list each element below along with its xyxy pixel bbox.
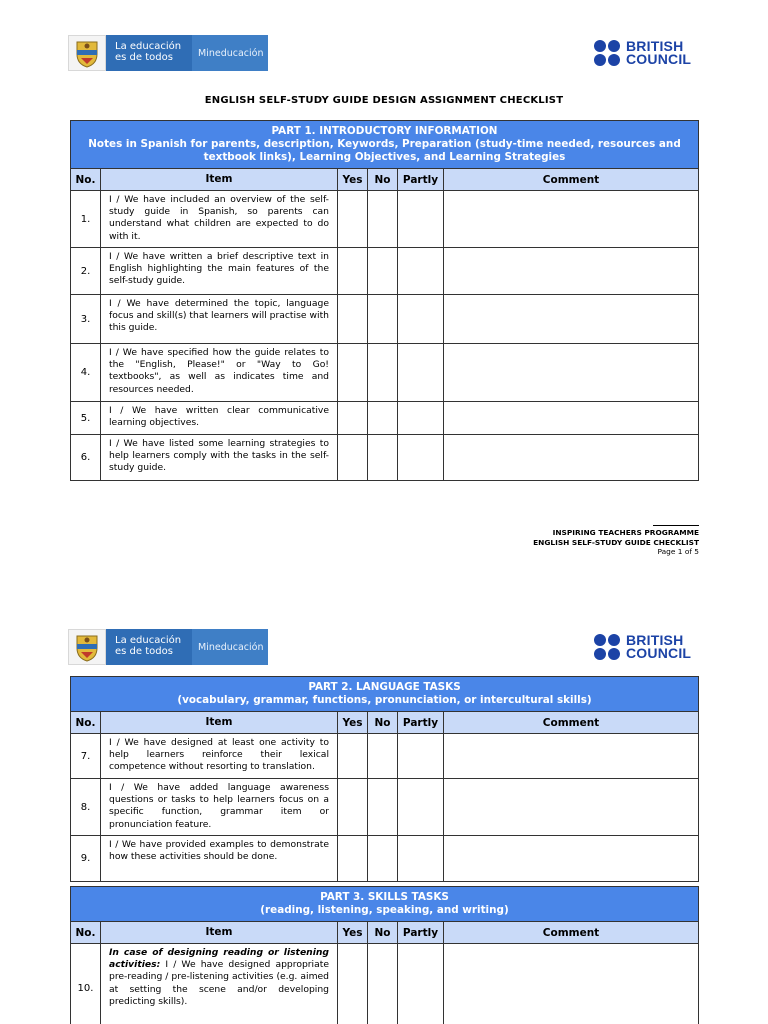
no-cell[interactable] <box>368 191 398 247</box>
yes-cell[interactable] <box>338 836 368 881</box>
ministry-slogan <box>106 629 192 665</box>
row-number: 1. <box>71 191 101 247</box>
footer-rule <box>653 525 699 526</box>
part2-column-headers <box>70 712 699 734</box>
row-number: 6. <box>71 435 101 480</box>
row-item: I / We have written a brief descriptive text in English highlighting the main features of the self-study guide. <box>101 248 338 294</box>
table-row <box>70 435 699 481</box>
col-partly: Partly <box>398 922 444 943</box>
col-no: No. <box>71 169 101 190</box>
col-item: Item <box>101 169 338 190</box>
part3-column-headers <box>70 922 699 944</box>
no-cell[interactable] <box>368 944 398 1024</box>
col-no-answer: No <box>368 169 398 190</box>
no-cell[interactable] <box>368 344 398 401</box>
ministry-brand: Mineducación <box>192 629 268 665</box>
partly-cell[interactable] <box>398 295 444 343</box>
colombia-crest-icon <box>68 629 106 665</box>
col-comment: Comment <box>542 716 600 729</box>
row-item: I / We have specified how the guide relates to the "English, Please!" or "Way to Go! textbooks", as well as indicates time and resources needed. <box>101 344 338 401</box>
comment-cell[interactable] <box>444 435 698 480</box>
no-cell[interactable] <box>368 779 398 835</box>
partly-cell[interactable] <box>398 944 444 1024</box>
part3-header <box>70 886 699 922</box>
col-item: Item <box>101 712 338 733</box>
row-item: I / We have added language awareness questions or tasks to help learners focus on a specific function, grammar item or pronunciation feature. <box>101 779 338 835</box>
british-council-wordmark <box>626 40 691 66</box>
part2-title: PART 2. LANGUAGE TASKS <box>308 681 461 693</box>
mineducacion-logo <box>68 629 268 665</box>
part2-subtitle: (vocabulary, grammar, functions, pronunciation, or intercultural skills) <box>177 694 592 706</box>
table-row <box>70 779 699 836</box>
bc-line-2: COUNCIL <box>626 51 692 67</box>
yes-cell[interactable] <box>338 344 368 401</box>
row-item: I / We have listed some learning strategies to help learners comply with the tasks in the self-study guide. <box>101 435 338 480</box>
footer-checklist: ENGLISH SELF-STUDY GUIDE CHECKLIST <box>533 537 699 547</box>
british-council-logo <box>594 38 704 68</box>
col-partly: Partly <box>398 712 444 733</box>
part1-header <box>70 120 699 169</box>
row-number: 5. <box>71 402 101 434</box>
yes-cell[interactable] <box>338 779 368 835</box>
table-row <box>70 248 699 295</box>
part3-table <box>70 886 699 1024</box>
table-row <box>70 944 699 1024</box>
col-yes: Yes <box>338 922 368 943</box>
row-item <box>101 944 338 1024</box>
row-number: 9. <box>71 836 101 881</box>
british-council-dots-icon <box>594 634 622 660</box>
row-number: 2. <box>71 248 101 294</box>
table-row <box>70 734 699 779</box>
yes-cell[interactable] <box>338 435 368 480</box>
table-row <box>70 402 699 435</box>
col-no: No. <box>71 922 101 943</box>
col-partly: Partly <box>398 169 444 190</box>
no-cell[interactable] <box>368 295 398 343</box>
no-cell[interactable] <box>368 734 398 778</box>
table-row <box>70 191 699 248</box>
row-item-text: I / We have designed appropriate pre-reading / pre-listening activities (e.g. aimed at setting the scene and/or developing predicting skills). <box>109 959 329 1007</box>
mineducacion-logo <box>68 35 268 71</box>
yes-cell[interactable] <box>338 734 368 778</box>
slogan-line-2: es de todos <box>115 52 173 63</box>
col-no-answer: No <box>368 712 398 733</box>
page-footer <box>533 525 699 557</box>
page-2 <box>0 580 768 1024</box>
table-row <box>70 295 699 344</box>
row-number: 7. <box>71 734 101 778</box>
comment-cell[interactable] <box>444 344 698 401</box>
row-item: I / We have included an overview of the self-study guide in Spanish, so parents can understand what children are expected to do with it. <box>101 191 338 247</box>
row-number: 10. <box>71 944 101 1024</box>
document-title: ENGLISH SELF-STUDY GUIDE DESIGN ASSIGNMENT CHECKLIST <box>204 95 564 106</box>
ministry-brand: Mineducación <box>192 35 268 71</box>
col-item: Item <box>101 922 338 943</box>
row-item: I / We have provided examples to demonstrate how these activities should be done. <box>101 836 338 881</box>
comment-cell[interactable] <box>444 191 698 247</box>
yes-cell[interactable] <box>338 295 368 343</box>
slogan-line-2: es de todos <box>115 646 173 657</box>
part2-header <box>70 676 699 712</box>
col-no-answer: No <box>368 922 398 943</box>
yes-cell[interactable] <box>338 191 368 247</box>
no-cell[interactable] <box>368 836 398 881</box>
partly-cell[interactable] <box>398 248 444 294</box>
comment-cell[interactable] <box>444 944 698 1024</box>
colombia-crest-icon <box>68 35 106 71</box>
slogan-line-1: La educación <box>115 635 182 646</box>
slogan-line-1: La educación <box>115 41 182 52</box>
comment-cell[interactable] <box>444 248 698 294</box>
footer-page-number: Page 1 of 5 <box>657 547 699 556</box>
col-yes: Yes <box>338 712 368 733</box>
yes-cell[interactable] <box>338 248 368 294</box>
part1-table <box>70 120 699 481</box>
partly-cell[interactable] <box>398 344 444 401</box>
table-row <box>70 344 699 402</box>
bc-line-2: COUNCIL <box>626 645 692 661</box>
partly-cell[interactable] <box>398 402 444 434</box>
part1-subtitle: Notes in Spanish for parents, description, Keywords, Preparation (study-time needed, resources and textbook links), Learning Objectives, and Learning Strategies <box>88 138 681 163</box>
col-comment: Comment <box>542 173 600 186</box>
bc-line-1: BRITISH <box>626 632 684 648</box>
comment-cell[interactable] <box>444 836 698 881</box>
yes-cell[interactable] <box>338 944 368 1024</box>
part3-subtitle: (reading, listening, speaking, and writing) <box>260 904 509 916</box>
part3-title: PART 3. SKILLS TASKS <box>320 891 449 903</box>
no-cell[interactable] <box>368 248 398 294</box>
british-council-wordmark <box>626 634 691 660</box>
footer-programme: INSPIRING TEACHERS PROGRAMME <box>552 528 699 537</box>
part1-column-headers <box>70 169 699 191</box>
bc-line-1: BRITISH <box>626 38 684 54</box>
yes-cell[interactable] <box>338 402 368 434</box>
comment-cell[interactable] <box>444 734 698 778</box>
ministry-slogan <box>106 35 192 71</box>
british-council-dots-icon <box>594 40 622 66</box>
part2-table <box>70 676 699 882</box>
col-comment: Comment <box>542 926 600 939</box>
british-council-logo <box>594 632 704 662</box>
col-no: No. <box>71 712 101 733</box>
row-number: 4. <box>71 344 101 401</box>
comment-cell[interactable] <box>444 402 698 434</box>
row-item: I / We have written clear communicative learning objectives. <box>101 402 338 434</box>
row-number: 8. <box>71 779 101 835</box>
table-row <box>70 836 699 882</box>
partly-cell[interactable] <box>398 779 444 835</box>
row-item: I / We have determined the topic, language focus and skill(s) that learners will practise with this guide. <box>101 295 338 343</box>
comment-cell[interactable] <box>444 779 698 835</box>
comment-cell[interactable] <box>444 295 698 343</box>
row-item-emphasis: In case of designing reading or listening activities: <box>109 947 329 971</box>
row-item: I / We have designed at least one activity to help learners reinforce their lexical competence without resorting to translation. <box>101 734 338 778</box>
row-number: 3. <box>71 295 101 343</box>
col-yes: Yes <box>338 169 368 190</box>
partly-cell[interactable] <box>398 435 444 480</box>
no-cell[interactable] <box>368 402 398 434</box>
partly-cell[interactable] <box>398 191 444 247</box>
partly-cell[interactable] <box>398 836 444 881</box>
part1-title: PART 1. INTRODUCTORY INFORMATION <box>271 125 498 137</box>
no-cell[interactable] <box>368 435 398 480</box>
partly-cell[interactable] <box>398 734 444 778</box>
